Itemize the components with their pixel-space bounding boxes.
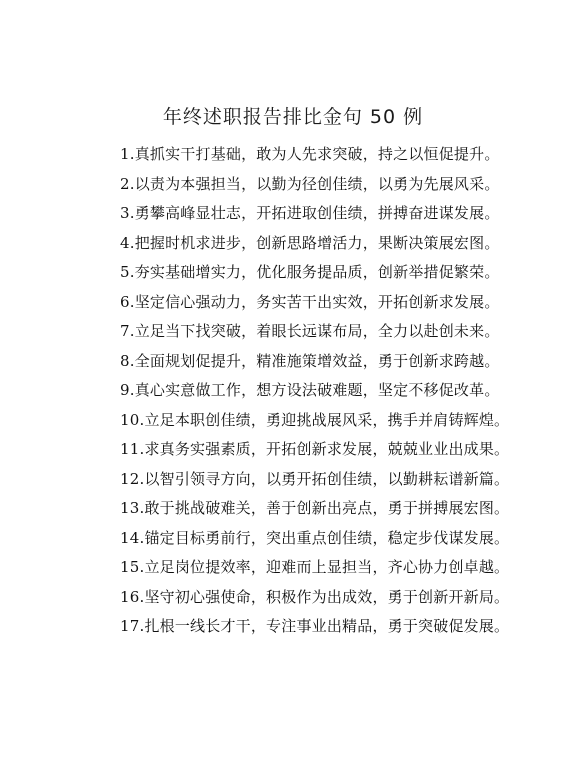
sentence-line: 7.立足当下找突破，着眼长远谋布局，全力以赴创未来。 <box>120 322 500 340</box>
sentence-line: 16.坚守初心强使命，积极作为出成效，勇于创新开新局。 <box>120 587 510 606</box>
sentence-line: 3.勇攀高峰显壮志，开拓进取创佳绩，拼搏奋进谋发展。 <box>120 204 500 222</box>
sentence-line: 6.坚定信心强动力，务实苦干出实效，开拓创新求发展。 <box>120 292 500 311</box>
document-title: 年终述职报告排比金句 50 例 <box>162 106 424 128</box>
sentence-line: 17.扎根一线长才干，专注事业出精品，勇于突破促发展。 <box>120 617 510 635</box>
sentence-line: 5.夯实基础增实力，优化服务提品质，创新举措促繁荣。 <box>120 263 500 281</box>
sentence-list <box>120 140 510 642</box>
sentence-line: 1.真抓实干打基础，敢为人先求突破，持之以恒促提升。 <box>120 145 500 163</box>
sentence-line: 4.把握时机求进步，创新思路增活力，果断决策展宏图。 <box>120 233 500 252</box>
sentence-line: 12.以智引领寻方向，以勇开拓创佳绩，以勤耕耘谱新篇。 <box>120 469 510 488</box>
sentence-line: 2.以责为本强担当，以勤为径创佳绩，以勇为先展风采。 <box>120 174 500 193</box>
sentence-line: 11.求真务实强素质，开拓创新求发展，兢兢业业出成果。 <box>120 440 510 458</box>
sentence-line: 10.立足本职创佳绩，勇迎挑战展风采，携手并肩铸辉煌。 <box>120 410 510 429</box>
sentence-line: 13.敢于挑战破难关，善于创新出亮点，勇于拼搏展宏图。 <box>120 499 510 517</box>
sentence-line: 9.真心实意做工作，想方设法破难题，坚定不移促改革。 <box>120 381 500 399</box>
sentence-line: 14.锚定目标勇前行，突出重点创佳绩，稳定步伐谋发展。 <box>120 528 510 547</box>
sentence-line: 15.立足岗位提效率，迎难而上显担当，齐心协力创卓越。 <box>120 558 510 576</box>
sentence-line: 8.全面规划促提升，精准施策增效益，勇于创新求跨越。 <box>120 351 500 370</box>
